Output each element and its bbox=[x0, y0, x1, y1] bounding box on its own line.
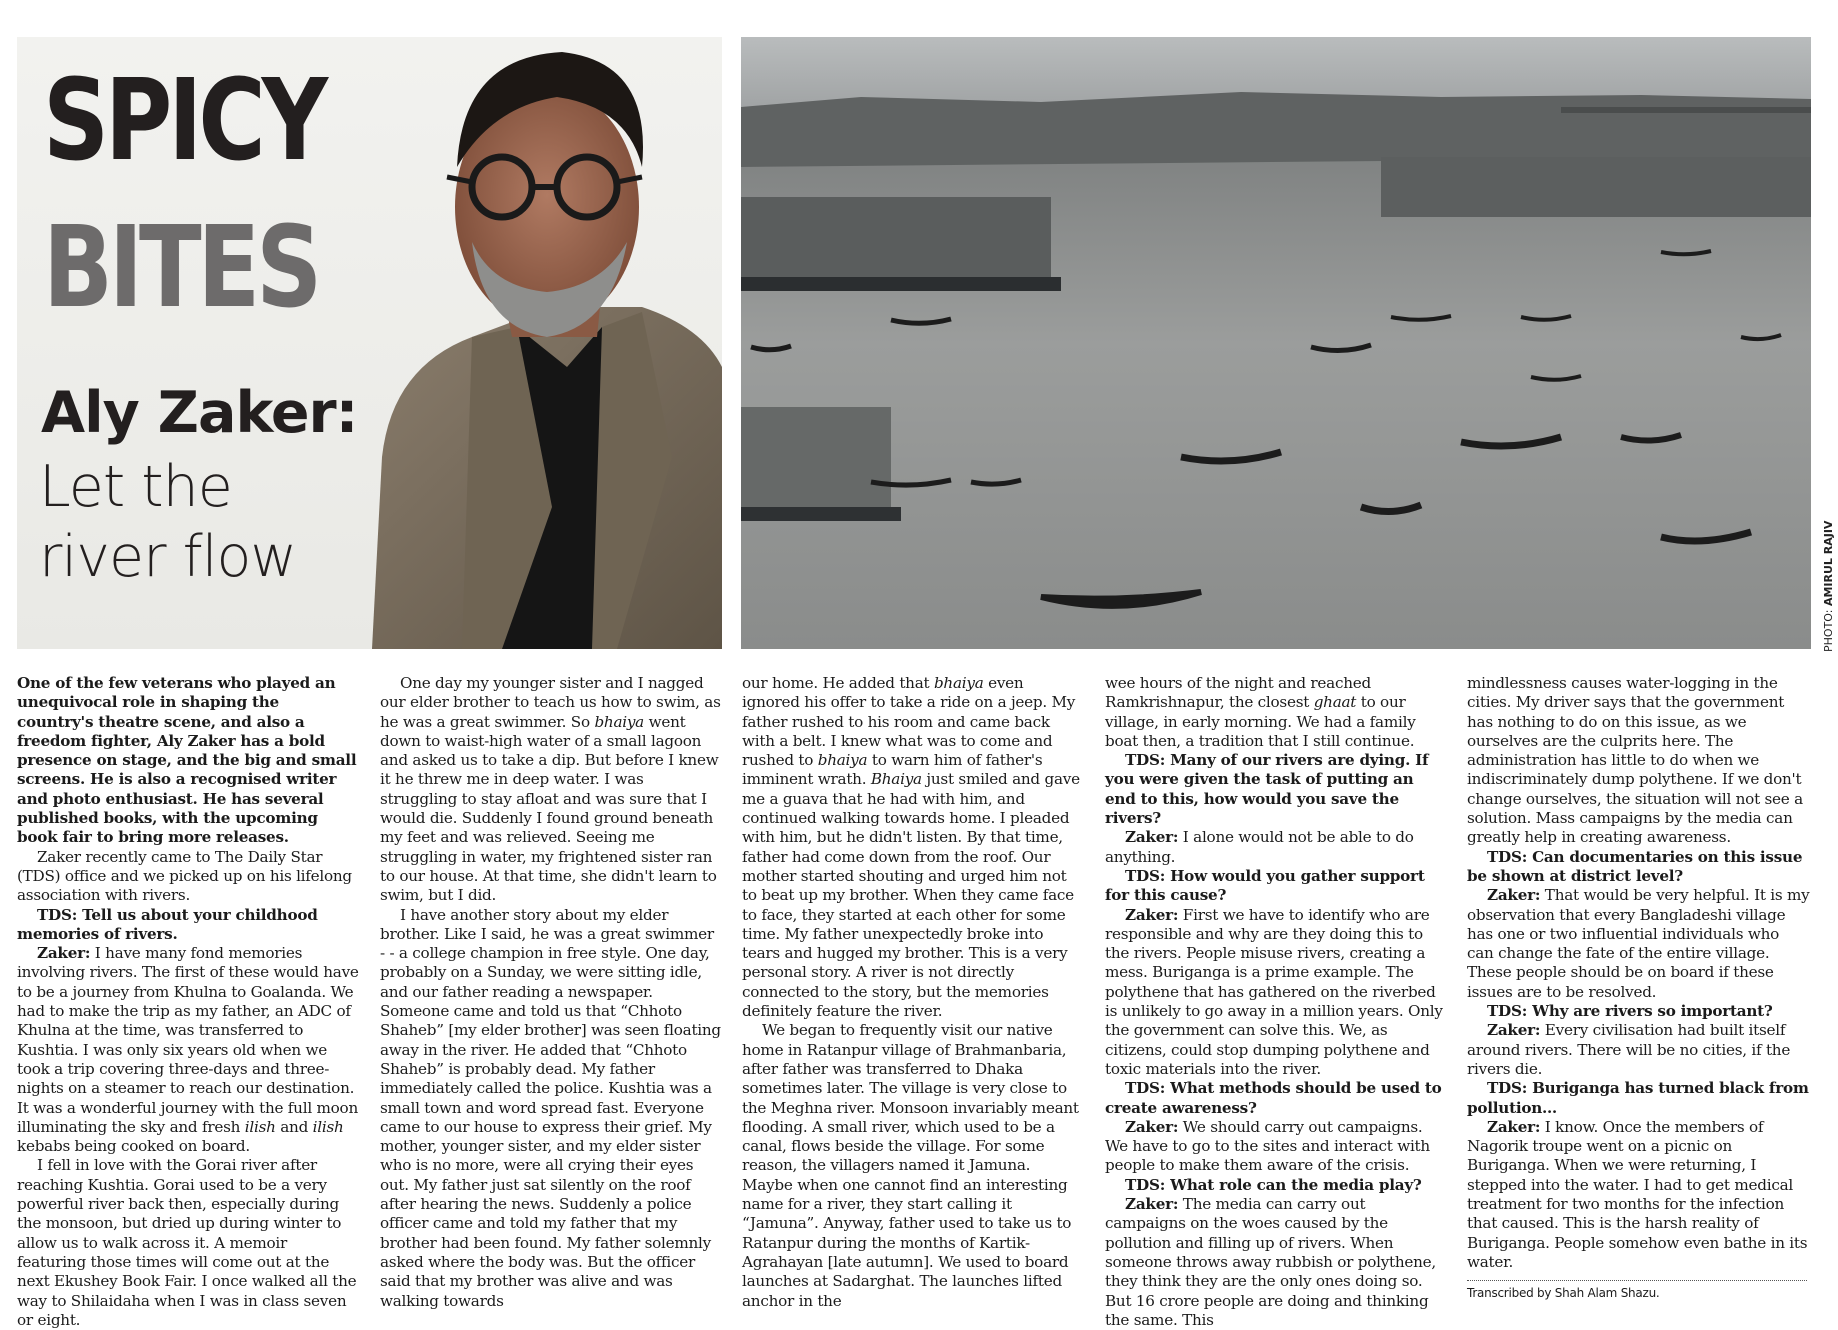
article-column-1 bbox=[17, 674, 360, 1329]
answer-text: First we have to identify who are responsible and why are they doing this to the rivers. People misuse rivers, creating a mess. Buriganga is a prime example. The polythene that has gathered on the riverbed is unlikely to go away in a million years. Only the government can solve this. We, as citizens, could stop dumping polythene and toxic materials into the river. bbox=[1105, 905, 1443, 1078]
dotted-divider bbox=[1467, 1280, 1807, 1281]
kicker-spicy: SPICY bbox=[43, 56, 325, 186]
interview-answer bbox=[1467, 1021, 1810, 1079]
speaker-label: Zaker: bbox=[37, 944, 91, 963]
photo-credit-name: AMIRUL RAJIV bbox=[1822, 520, 1835, 607]
photo-credit bbox=[1822, 520, 1835, 652]
italic-term: ghaat bbox=[1313, 693, 1357, 712]
paragraph-text: wee hours of the night and reached Ramkrishnapur, the closest bbox=[1105, 674, 1371, 712]
article-column-2 bbox=[380, 674, 723, 1310]
headline-subtitle: Let the river flow bbox=[39, 454, 297, 590]
article-paragraph: Zaker recently came to The Daily Star (TDS) office and we picked up on his lifelong association with rivers. bbox=[17, 847, 352, 905]
kicker-bites: BITES bbox=[43, 203, 319, 333]
interview-question: TDS: Buriganga has turned black from pollution… bbox=[1467, 1079, 1809, 1117]
interview-question: TDS: What methods should be used to create awareness? bbox=[1105, 1079, 1442, 1117]
interview-question: TDS: Many of our rivers are dying. If you were given the task of putting an end to this, how would you save the rivers? bbox=[1105, 751, 1429, 828]
river-photo bbox=[741, 37, 1811, 649]
italic-term: ilish bbox=[312, 1117, 344, 1136]
speaker-label: Zaker: bbox=[1125, 1195, 1179, 1214]
transcription-credit: Transcribed by Shah Alam Shazu. bbox=[1467, 1286, 1660, 1301]
article-paragraph bbox=[380, 674, 723, 906]
speaker-label: Zaker: bbox=[1487, 886, 1541, 905]
speaker-label: Zaker: bbox=[1487, 1021, 1541, 1040]
paragraph-text: went down to waist-high water of a small lagoon and asked us to take a dip. But before I knew it he threw me in deep water. I was struggling to stay afloat and was sure that I would die. Suddenly I found ground beneath my feet and was relieved. Seeing me struggling in water, my frightened sister ran to our house. At that time, she didn't learn to swim, but I did. bbox=[380, 712, 719, 905]
interview-answer bbox=[1467, 886, 1810, 1002]
interview-answer bbox=[1105, 906, 1448, 1080]
article-paragraph: I have another story about my elder brother. Like I said, he was a great swimmer - - a college champion in free style. One day, probably on a Sunday, we were sitting idle, and our father reading a newspaper. Someone came and told us that “Chhoto Shaheb” [my elder brother] was seen floating away in the river. He added that “Chhoto Shaheb” is probably dead. My father immediately called the police. Kushtia was a small town and word spread fast. Everyone came to our house to express their grief. My mother, younger sister, and my elder sister who is no more, were all crying their eyes out. My father just sat silently on the roof after hearing the news. Suddenly a police officer came and told my father that my brother had been found. My father solemnly asked where the body was. But the officer said that my brother was alive and was walking towards bbox=[380, 905, 721, 1310]
interview-answer bbox=[1467, 1118, 1810, 1272]
answer-text: I alone would not be able to do anything. bbox=[1105, 828, 1414, 866]
italic-term: ilish bbox=[244, 1117, 276, 1136]
interview-answer bbox=[17, 944, 360, 1156]
paragraph-text: our home. He added that bbox=[742, 674, 934, 692]
portrait-photo bbox=[352, 37, 722, 649]
interview-question: TDS: How would you gather support for this cause? bbox=[1105, 866, 1425, 905]
paragraph-text: One day my younger sister and I nagged our elder brother to teach us how to swim, as he was a great swimmer. So bbox=[380, 674, 721, 731]
answer-text: Every civilisation had built itself around rivers. There will be no cities, if the rivers die. bbox=[1467, 1021, 1791, 1078]
speaker-label: Zaker: bbox=[1125, 828, 1179, 847]
interview-question: TDS: Why are rivers so important? bbox=[1487, 1002, 1773, 1021]
interview-question: TDS: What role can the media play? bbox=[1125, 1175, 1422, 1194]
interview-answer bbox=[1105, 828, 1448, 867]
speaker-label: Zaker: bbox=[1125, 905, 1179, 924]
header-panel bbox=[17, 37, 722, 649]
answer-text: kebabs being cooked on board. bbox=[17, 1137, 250, 1156]
answer-text: I know. Once the members of Nagorik troupe went on a picnic on Buriganga. When we were returning, I stepped into the water. I had to get medical treatment for two months for the infection that caused. This is the harsh reality of Buriganga. People somehow even bathe in its water. bbox=[1467, 1117, 1808, 1271]
paragraph-text: just smiled and gave me a guava that he had with him, and continued walking towards home. I pleaded with him, but he didn't listen. By that time, father had come down from the roof. Our mother started shouting and urged him not to beat up my brother. When they came face to face, they started at each other for some time. My father unexpectedly broke into tears and hugged my brother. This is a very personal story. A river is not directly connected to the story, but the memories definitely feature the river. bbox=[742, 770, 1080, 1021]
speaker-label: Zaker: bbox=[1125, 1117, 1179, 1136]
interview-question: TDS: Tell us about your childhood memories of rivers. bbox=[17, 905, 318, 943]
italic-term: bhaiya bbox=[594, 712, 644, 731]
interview-answer bbox=[1105, 1118, 1448, 1176]
interview-answer bbox=[1105, 1195, 1448, 1330]
article-paragraph bbox=[742, 674, 1085, 1021]
article-column-5 bbox=[1467, 674, 1810, 1301]
article-paragraph: We began to frequently visit our native home in Ratanpur village of Brahmanbaria, after father was transferred to Dhaka sometimes later. The village is very close to the Meghna river. Monsoon invariably meant flooding. A small river, which used to be a canal, flows beside the village. For some reason, the villagers named it Jamuna. Maybe when one cannot find an interesting name for a river, they start calling it “Jamuna”. Anyway, father used to take us to Ratanpur during the months of Kartik-Agrahayan [late autumn]. We used to board launches at Sadarghat. The launches lifted anchor in the bbox=[742, 1021, 1079, 1310]
article-paragraph: mindlessness causes water-logging in the cities. My driver says that the government has nothing to do on this issue, as we ourselves are the culprits here. The administration has little to do when we indiscriminately dump polythene. If we don't change ourselves, the situation will not see a solution. Mass campaigns by the media can greatly help in creating awareness. bbox=[1467, 674, 1803, 847]
article-column-4 bbox=[1105, 674, 1448, 1329]
answer-text: I have many fond memories involving rivers. The first of these would have to be a journey from Khulna to Goalanda. We had to make the trip as my father, an ADC of Khulna at the time, was transferred to Kushtia. I was only six years old when we took a trip covering three-days and three-nights on a steamer to reach our destination. It was a wonderful journey with the full moon illuminating the sky and fresh bbox=[17, 944, 359, 1136]
article-paragraph bbox=[1105, 674, 1448, 751]
interview-question: TDS: Can documentaries on this issue be shown at district level? bbox=[1467, 847, 1803, 885]
article-lead: One of the few veterans who played an unequivocal role in shaping the country's theatre scene, and also a freedom fighter, Aly Zaker has a bold presence on stage, and the big and small screens. He is also a recognised writer and photo enthusiast. He has several published books, with the upcoming book fair to bring more releases. bbox=[17, 674, 357, 847]
paragraph-text: to our village, in early morning. We had a family boat then, a tradition that I still continue. bbox=[1105, 693, 1416, 750]
answer-text: We should carry out campaigns. We have to go to the sites and interact with people to make them aware of the crisis. bbox=[1105, 1117, 1430, 1175]
answer-text: The media can carry out campaigns on the woes caused by the pollution and filling up of rivers. When someone throws away rubbish or polythene, they think they are the only ones doing so. But 16 crore people are doing and thinking the same. This bbox=[1105, 1195, 1436, 1329]
italic-term: bhaiya bbox=[817, 751, 868, 770]
italic-term: bhaiya bbox=[933, 674, 984, 692]
article-paragraph: I fell in love with the Gorai river after reaching Kushtia. Gorai used to be a very powerful river back then, especially during the monsoon, but dried up during winter to allow us to walk across it. A memoir featuring those times will come out at the next Ekushey Book Fair. I once walked all the way to Shilaidaha when I was in class seven or eight. bbox=[17, 1156, 357, 1329]
headline-name: Aly Zaker: bbox=[41, 380, 358, 446]
italic-term: Bhaiya bbox=[870, 770, 922, 789]
paragraph-text: to warn him of father's imminent wrath. bbox=[742, 751, 1043, 789]
answer-text: That would be very helpful. It is my observation that every Bangladeshi village has one or two influential individuals who can change the fate of the entire village. These people should be on board if these issues are to be resolved. bbox=[1467, 886, 1810, 1001]
speaker-label: Zaker: bbox=[1487, 1117, 1541, 1136]
answer-text: and bbox=[275, 1117, 313, 1136]
paragraph-text: even ignored his offer to take a ride on a jeep. My father rushed to his room and came back with a belt. I knew what was to come and rushed to bbox=[742, 674, 1076, 770]
photo-credit-prefix: PHOTO: bbox=[1822, 606, 1835, 652]
article-column-3 bbox=[742, 674, 1085, 1310]
